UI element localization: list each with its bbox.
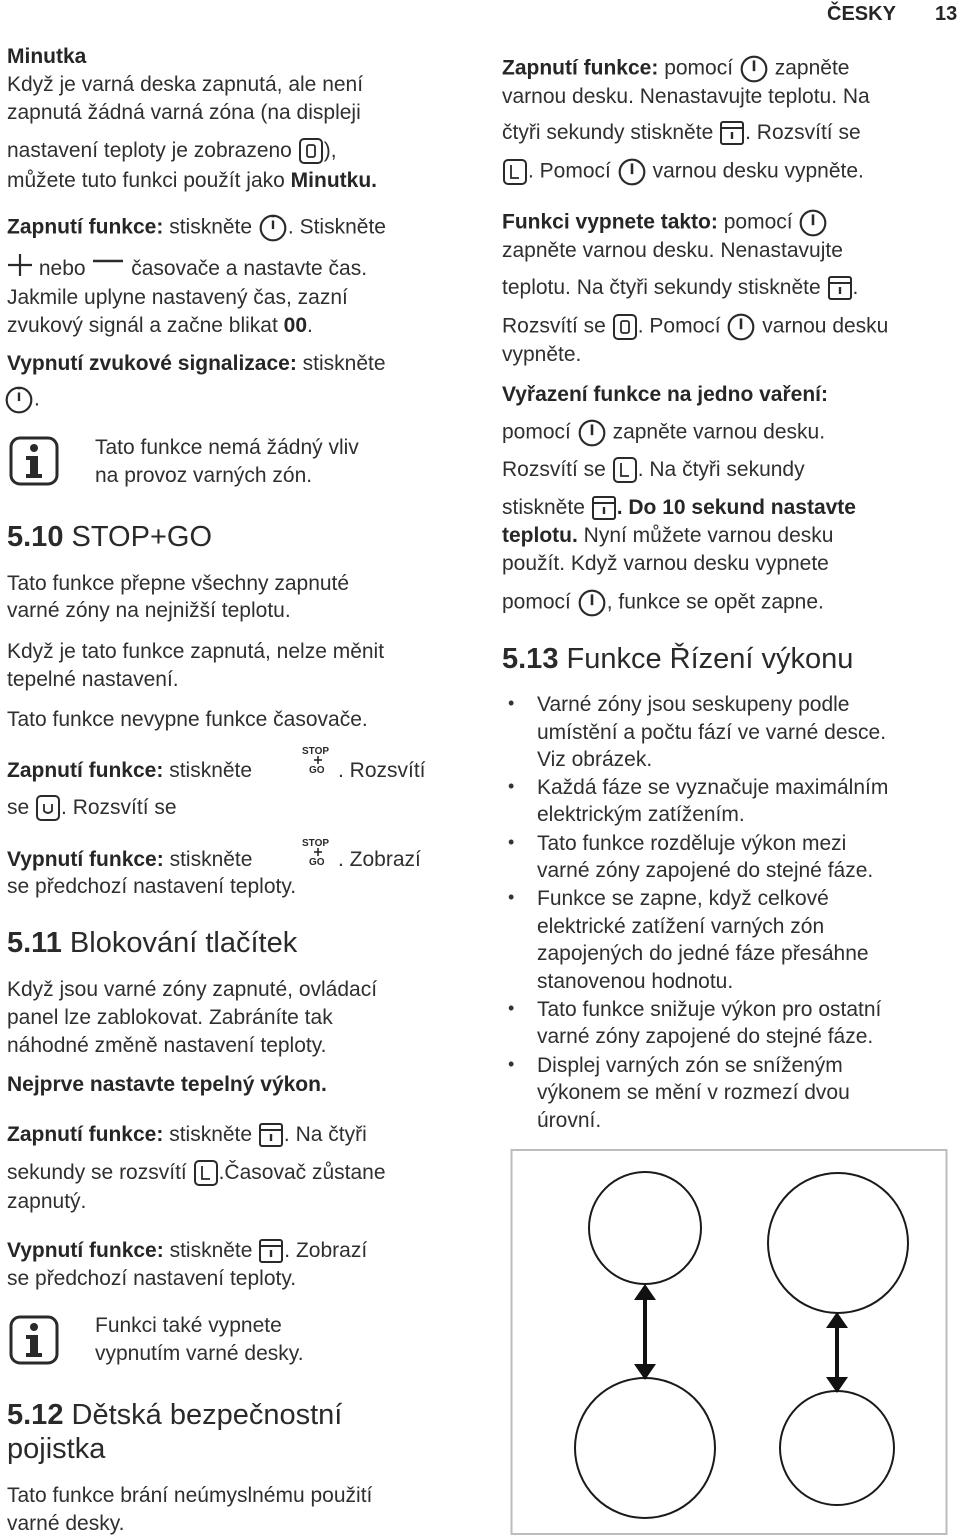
r-p2-line-2: zapněte varnou desku. Nenastavujte [502,239,843,262]
pomoci-text: pomocí [502,590,571,614]
stisknete-cap: . Stiskněte [287,215,386,239]
r-p3-l3a: stiskněte [502,496,585,519]
minutka-bold: Minutku. [290,169,377,192]
vyrazeni-label: Vyřazení funkce na jedno vaření: [502,383,828,406]
minutka-line-3-tail: ), [323,139,337,162]
minutka-line-1: Když je varná deska zapnutá, ale není [7,73,364,96]
b6-l1: Displej varných zón se sníženým [537,1054,843,1077]
vypnuti-label: Vypnutí funkce: [7,848,164,871]
pomoci-text: pomocí [664,56,734,80]
s510-off-line [7,846,252,874]
rozsviti-se-text: Rozsvítí se [502,458,606,481]
pomoci-text: pomocí [502,420,571,444]
bullet-dot: • [508,1054,515,1074]
section-5-10-title: STOP+GO [71,521,212,553]
plus-minus-line [7,255,367,283]
s511-off-line-2: se předchozí nastavení teploty. [7,1267,297,1290]
section-5-10-number: 5.10 [7,521,64,553]
info-1-line-2: na provoz varných zón. [95,464,313,487]
power-icon [739,54,769,84]
page-number: 13 [935,3,958,25]
power-icon [617,157,647,187]
s510-off-line-2: se předchozí nastavení teploty. [7,875,297,898]
display-l-icon [612,456,638,484]
r-p3-line-6 [502,588,824,618]
r-p3-line-2 [502,456,805,484]
bullet-dot: • [508,693,515,713]
zobrazi-text: . Zobrazí [284,1239,368,1262]
cooking-zone-top-left [589,1172,701,1284]
rozsviti-se-text: Rozsvítí se [502,314,606,338]
s511-off-line [7,1237,367,1265]
s511-p1-line-2: panel lze zablokovat. Zabráníte tak [7,1006,333,1029]
na-ctyri-text: . Na čtyři [283,1123,367,1146]
s510-on-line [7,757,252,785]
r-p1-line-2: varnou desku. Nenastavujte teplotu. Na [502,85,870,108]
s511-p1-line-3: náhodné změně nastavení teploty. [7,1034,327,1057]
s511-on-line [7,1121,367,1149]
lock-icon [258,1237,284,1265]
b5-l2: varné zóny zapojené do stejné fáze. [537,1025,874,1048]
section-5-11-heading [7,926,297,960]
stisknete-text: stiskněte [169,848,253,871]
timer-icon [4,385,34,415]
section-5-11-title: Blokování tlačítek [69,927,298,959]
s511-zapnuty: zapnutý. [7,1190,87,1213]
stisknete-text: stiskněte [169,759,253,782]
r-p1-line-3 [502,119,861,147]
bullet-dot: • [508,832,515,852]
display-l-icon [193,1159,219,1187]
minutka-title: Minutka [7,45,87,68]
s510-p1-line-2: varné zóny na nejnižší teplotu. [7,599,291,622]
r-l4a: . Pomocí [528,159,611,183]
r-l3-tail: . Rozsvítí se [745,121,861,144]
bullet-dot: • [508,998,515,1018]
r-p2-line-5: vypněte. [502,343,582,366]
zapnuti-label: Zapnutí funkce: [7,1123,164,1146]
section-5-12-heading [7,1398,342,1432]
b4-l2: elektrické zatížení varných zón [537,915,825,938]
zvukovy-line: zvukový signál a začne blikat 00. [7,314,313,337]
vypnuti-zvuk-icon-line: . [4,385,40,415]
r-p3-line-5: použít. Když varnou desku vypnete [502,552,829,575]
b5-l1: Tato funkce snižuje výkon pro ostatní [537,998,882,1021]
zapnuti-label: Zapnutí funkce: [7,759,164,782]
timer-icon [258,213,288,243]
r-p2-line-1 [502,208,828,238]
power-icon [577,418,607,448]
display-u-icon [35,794,61,822]
vypnuti-zvuk-text: stiskněte [302,352,386,375]
info-icon [9,1315,59,1365]
minutka-line-4 [7,167,377,195]
casovace-text: časovače a nastavte čas. [131,257,368,280]
section-5-13-heading [502,642,853,676]
stisknete-text: stiskněte [169,1239,253,1262]
timer-on-line [7,213,386,243]
r-l3-text: čtyři sekundy stiskněte [502,121,714,144]
vypnuti-label: Vypnutí funkce: [7,1239,164,1262]
cooking-zone-bottom-left [575,1378,715,1518]
b1-l1: Varné zóny jsou seskupeny podle [537,693,850,716]
minutka-line-3 [7,137,337,165]
r-l4b: varnou desku vypněte. [652,159,864,183]
section-5-10-heading [7,520,212,554]
s511-p1-line-1: Když jsou varné zóny zapnuté, ovládací [7,978,378,1001]
nebo-text: nebo [38,257,86,280]
se-text: se [7,796,30,819]
rozsviti-se-text: . Rozsvítí se [61,796,177,819]
plus-icon [7,252,33,278]
lock-icon [258,1121,284,1149]
hob-diagram [510,1148,948,1536]
zapnuti-label: Zapnutí funkce: [502,56,659,80]
r-p3-l4a: teplotu. [502,524,578,547]
s510-off-tail: . Zobrazí [338,848,421,871]
s510-p2-line-1: Když je tato funkce zapnutá, nelze měnit [7,640,385,663]
funkci-vypnete-label: Funkci vypnete takto: [502,210,718,234]
bullet-dot: • [508,887,515,907]
stisknete-text: stiskněte [169,1123,253,1146]
b1-l2: umístění a počtu fází ve varné desce. [537,721,887,744]
power-icon [577,588,607,618]
r-p2-l3-text: teplotu. Na čtyři sekundy stiskněte [502,276,821,299]
b2-l2: elektrickým zatížením. [537,803,745,826]
minutka-line-4-text: můžete tuto funkci použít jako [7,169,285,192]
r-p3-l3b: . Do 10 sekund nastavte [616,496,856,519]
s510-p3: Tato funkce nevypne funkce časovače. [7,708,368,731]
s510-p2-line-2: tepelné nastavení. [7,668,179,691]
r-p3-line-4 [502,522,833,550]
r-p2-l4c: varnou desku [762,314,889,338]
casovac-zustane: .Časovač zůstane [218,1161,386,1184]
info-1-line-1: Tato funkce nemá žádný vliv [95,436,359,459]
s510-on-tail: . Rozsvítí [338,759,426,782]
zvukovy-value: 00 [283,314,308,337]
b4-l1: Funkce se zapne, když celkové [537,887,829,910]
lock-icon [591,494,617,522]
zapnete-text: zapněte [774,56,850,80]
r-p1-line-1 [502,54,849,84]
language-label: ČESKY [827,3,896,25]
info-2-line-1: Funkci také vypnete [95,1314,282,1337]
minutka-line-3-text: nastavení teploty je zobrazeno [7,139,292,162]
vypnuti-zvuk-line [7,350,386,378]
s511-on-line-2 [7,1159,386,1187]
cooking-zone-top-right [768,1173,908,1313]
s511-bold: Nejprve nastavte tepelný výkon. [7,1073,327,1096]
power-icon [726,312,756,342]
zapnuti-label: Zapnutí funkce: [7,215,164,239]
b4-l3: zapojených do jedné fáze přesáhne [537,942,869,965]
vypnuti-zvuk-label: Vypnutí zvukové signalizace: [7,352,297,375]
r-p3-l2b: . Na čtyři sekundy [637,458,805,481]
display-zero-icon [612,313,638,341]
stop-go-icon [300,836,336,866]
b3-l2: varné zóny zapojené do stejné fáze. [537,859,874,882]
minus-icon [91,248,125,274]
b1-l3: Viz obrázek. [537,748,653,771]
minutka-line-2: zapnutá žádná varná zóna (na displeji [7,101,361,124]
section-5-11-number: 5.11 [7,927,62,959]
section-5-13-title: Funkce Řízení výkonu [566,643,854,675]
r-p3-l1: zapněte varnou desku. [612,420,826,444]
cooking-zone-bottom-right [780,1391,894,1505]
stisknete-text: stiskněte [169,215,253,239]
display-l-icon [502,158,528,186]
r-p2-l4b: . Pomocí [637,314,721,338]
s510-p1-line-1: Tato funkce přepne všechny zapnuté [7,572,350,595]
zvukovy-text: zvukový signál a začne blikat [7,314,278,337]
section-5-12-title-1: Dětská bezpečnostní [71,1399,343,1431]
s510-se-line [7,794,177,822]
b3-l1: Tato funkce rozděluje výkon mezi [537,832,847,855]
b2-l1: Každá fáze se vyznačuje maximálním [537,776,889,799]
r-p3-l6b: , funkce se opět zapne. [606,590,824,614]
s512-p1-line-1: Tato funkce brání neúmyslnému použití [7,1484,373,1507]
r-p1-line-4 [502,157,864,187]
jakmile-line: Jakmile uplyne nastavený čas, zazní [7,286,348,309]
power-icon [798,208,828,238]
r-p3-l4b: Nyní můžete varnou desku [583,524,834,547]
b4-l4: stanovenou hodnotu. [537,970,734,993]
info-2-line-2: vypnutím varné desky. [95,1342,304,1365]
stop-go-icon [300,744,336,774]
r-p3-line-1 [502,418,825,448]
section-5-12-title-2: pojistka [7,1433,106,1465]
sekundy-rozsviti: sekundy se rozsvítí [7,1161,187,1184]
s512-p1-line-2: varné desky. [7,1512,125,1535]
r-p2-line-4 [502,312,888,342]
section-5-12-number: 5.12 [7,1399,64,1431]
r-p3-line-3 [502,494,856,522]
section-5-13-number: 5.13 [502,643,559,675]
info-icon [9,436,59,486]
b6-l3: úrovní. [537,1109,602,1132]
pomoci-text: pomocí [723,210,793,234]
b6-l2: výkonem se mění v rozmezí dvou [537,1081,850,1104]
display-zero-icon [298,137,324,165]
r-p2-line-3: teplotu. Na čtyři sekundy stiskněte . [502,274,858,302]
lock-icon [827,274,853,302]
bullet-dot: • [508,776,515,796]
lock-icon [719,119,745,147]
